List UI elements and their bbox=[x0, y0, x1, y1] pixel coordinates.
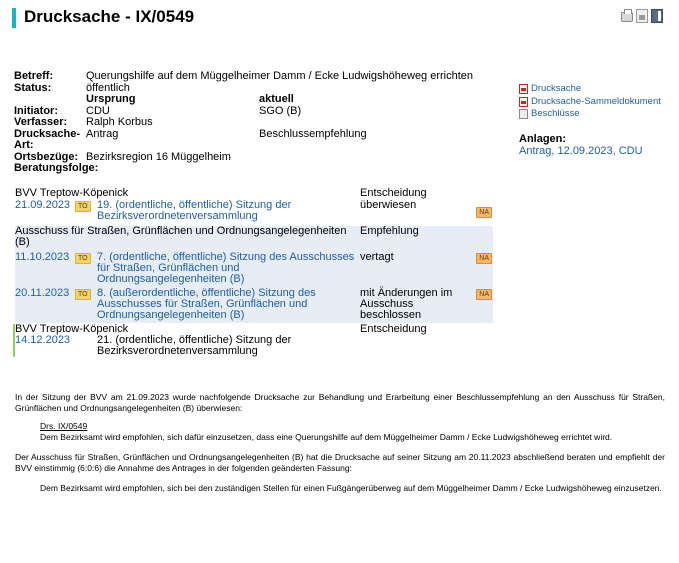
sitzung-date-link[interactable]: 14.12.2023 bbox=[15, 334, 71, 346]
document-icon bbox=[519, 109, 528, 119]
beratung-group-bvv-2 bbox=[15, 324, 493, 358]
beratung-result: mit Änderungen im Ausschuss beschlossen bbox=[360, 286, 453, 321]
na-badge[interactable]: NA bbox=[476, 289, 492, 300]
art-label: Drucksache- bbox=[14, 127, 81, 140]
na-badge[interactable]: NA bbox=[476, 253, 492, 264]
pdf-icon bbox=[519, 84, 528, 94]
ortsbezuege-label: Ortsbezüge: bbox=[14, 150, 79, 163]
anlagen-link[interactable]: Antrag, 12.09.2023, CDU bbox=[519, 144, 643, 157]
status-label: Status: bbox=[14, 81, 52, 94]
body-quote-2: Dem Bezirksamt wird empfohlen, sich bei den zuständigen Stellen für einen Fußgängerüberweg auf dem Müggelheimer Damm / Ecke Ludwigshöheweg einzusetzen. bbox=[40, 483, 662, 493]
beratung-entry bbox=[15, 335, 493, 357]
body-paragraph-1: In der Sitzung der BVV am 21.09.2023 wurde nachfolgende Drucksache zur Behandlung und Erarbeitung einer Beschlussempfehlung an den Ausschuss für Straßen, Grünflächen und Ordnungsangelegenheiten (B) überwiesen: bbox=[15, 392, 665, 413]
drucksache-body bbox=[15, 392, 665, 504]
gremium-name: BVV Treptow-Köpenick bbox=[15, 322, 129, 335]
ursprung-header: Ursprung bbox=[86, 93, 136, 105]
beschluesse-link[interactable]: Beschlüsse bbox=[519, 108, 674, 121]
beratung-group-bvv-1 bbox=[15, 188, 493, 222]
page-title: Drucksache - IX/0549 bbox=[24, 7, 195, 26]
pdf-icon bbox=[519, 97, 528, 107]
to-badge[interactable]: TO bbox=[75, 253, 91, 264]
art-ursprung: Antrag bbox=[86, 127, 119, 140]
drucksache-info bbox=[14, 71, 514, 175]
beratungsfolge-label: Beratungsfolge: bbox=[14, 162, 99, 174]
drucksache-reference: Drs. IX/0549 bbox=[40, 421, 88, 431]
gremium-name: BVV Treptow-Köpenick bbox=[15, 187, 129, 199]
na-badge[interactable]: NA bbox=[476, 207, 492, 218]
header-toolbar bbox=[621, 9, 663, 23]
sitzung-link[interactable]: 19. (ordentliche, öffentliche) Sitzung der Bezirksverordnetenversammlung bbox=[97, 198, 292, 222]
sitzung-link[interactable]: 8. (außerordentliche, öffentliche) Sitzung des Ausschusses für Straßen, Grünflächen und Ordnungsangelegenheiten (B) bbox=[97, 286, 316, 321]
page-header bbox=[12, 6, 667, 30]
gremium-role: Empfehlung bbox=[360, 224, 419, 237]
verfasser-label: Verfasser: bbox=[14, 116, 68, 128]
printer-icon[interactable] bbox=[621, 12, 633, 22]
gremium-role: Entscheidung bbox=[360, 187, 427, 199]
sitzung-text: 21. (ordentliche, öffentliche) Sitzung der Bezirksverordnetenversammlung bbox=[97, 334, 292, 357]
gremium-name: Ausschuss für Straßen, Grünflächen und Ordnungsangelegenheiten bbox=[15, 224, 347, 237]
ortsbezuege-value: Bezirksregion 16 Müggelheim bbox=[86, 150, 231, 163]
bookmark-icon[interactable] bbox=[651, 9, 663, 23]
art-label-2: Art: bbox=[14, 139, 34, 151]
beratung-entry bbox=[15, 288, 493, 321]
sitzung-link[interactable]: 7. (ordentliche, öffentliche) Sitzung des Ausschusses für Straßen, Grünflächen und Ordnungsangelegenheiten (B) bbox=[97, 250, 355, 285]
initiator-ursprung: CDU bbox=[86, 104, 110, 117]
sitzung-date-link[interactable]: 21.09.2023 bbox=[15, 198, 71, 211]
title-accent-bar bbox=[12, 8, 16, 28]
drucksache-link[interactable]: Drucksache bbox=[519, 83, 674, 96]
beratungsfolge-table bbox=[15, 188, 493, 357]
beratung-result: vertagt bbox=[360, 250, 394, 263]
print-document-icon[interactable] bbox=[636, 9, 648, 23]
sitzung-date-link[interactable]: 20.11.2023 bbox=[15, 286, 70, 299]
to-badge[interactable]: TO bbox=[75, 201, 91, 212]
sitzung-date-link[interactable]: 11.10.2023 bbox=[15, 250, 70, 263]
gremium-name-cont: (B) bbox=[15, 236, 30, 248]
verfasser-value: Ralph Korbus bbox=[86, 116, 153, 128]
betreff-value: Querungshilfe auf dem Müggelheimer Damm / Ecke Ludwigshöheweg errichten bbox=[86, 70, 474, 82]
beratung-entry bbox=[15, 252, 493, 285]
status-value: öffentlich bbox=[86, 81, 130, 94]
document-sidebar bbox=[519, 83, 674, 157]
betreff-label: Betreff: bbox=[14, 70, 54, 82]
quote-text: Dem Bezirksamt wird empfohlen, sich dafür einzusetzen, dass eine Querungshilfe auf dem Müggelheimer Damm / Ecke Ludwigshöheweg errichtet wird. bbox=[40, 431, 613, 442]
art-aktuell: Beschlussempfehlung bbox=[259, 127, 367, 140]
initiator-aktuell: SGO (B) bbox=[259, 104, 302, 117]
beratung-group-ausschuss bbox=[15, 226, 493, 323]
body-quote-1 bbox=[40, 421, 665, 442]
to-badge[interactable]: TO bbox=[75, 289, 91, 300]
initiator-label: Initiator: bbox=[14, 104, 58, 117]
body-paragraph-2: Der Ausschuss für Straßen, Grünflächen und Ordnungsangelegenheiten (B) hat die Drucksache auf seiner Sitzung am 20.11.2023 abschließend beraten und empfiehlt der BVV einstimmig (6:0:6) die Annahme des Antrages in der folgenden geänderten Fassung: bbox=[15, 452, 665, 473]
sammeldokument-link[interactable]: Drucksache-Sammeldokument bbox=[519, 96, 674, 109]
aktuell-header: aktuell bbox=[259, 93, 294, 105]
gremium-role: Entscheidung bbox=[360, 322, 427, 335]
anlagen-label: Anlagen: bbox=[519, 132, 567, 145]
beratung-entry bbox=[15, 200, 493, 222]
beratung-result: überwiesen bbox=[360, 198, 417, 211]
